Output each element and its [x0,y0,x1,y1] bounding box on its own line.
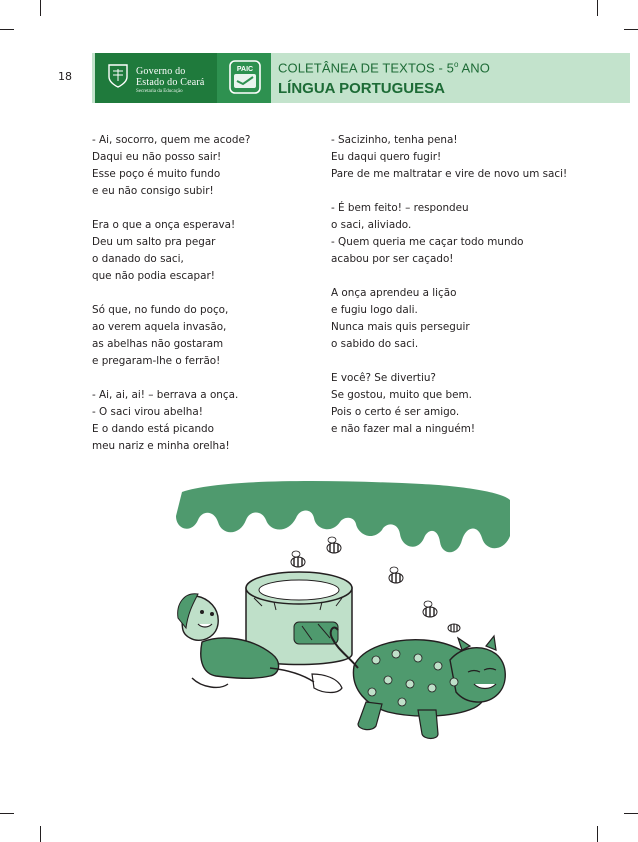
poem-line: o saci, aliviado. [331,219,412,231]
poem-column-left [92,132,250,472]
dripping-honey-shape [176,481,510,552]
poem-stanza [331,200,567,268]
poem-line: Esse poço é muito fundo [92,168,221,180]
crop-mark [597,826,598,842]
collection-title [278,60,490,75]
crop-mark [40,826,41,842]
poem-line: meu nariz e minha orelha! [92,440,230,452]
poem-line: - Sacizinho, tenha pena! [331,134,458,146]
poem-line: Eu daqui quero fugir! [331,151,442,163]
poem-stanza [92,302,250,370]
paic-badge-text: PAIC [236,66,254,73]
state-crest-icon [107,63,129,89]
poem-line: Daqui eu não posso sair! [92,151,222,163]
paic-badge-icon [229,60,261,94]
poem-stanza [331,132,567,183]
jaguar-character [331,628,506,739]
logo-text-governo: Governo do [136,66,186,77]
poem-stanza [331,285,567,353]
poem-line: as abelhas não gostaram [92,338,224,350]
crop-mark [624,29,638,30]
page-number: 18 [58,70,72,83]
bee-icon [291,551,305,567]
poem-stanza [92,132,250,200]
poem-line: Se gostou, muito que bem. [331,389,472,401]
poem-line: e fugiu logo dali. [331,304,418,316]
poem-line: Era o que a onça esperava! [92,219,236,231]
bee-icon [423,601,437,617]
collection-title-suffix: ANO [458,60,490,76]
crop-mark [0,813,14,814]
poem-line: ao verem aquela invasão, [92,321,227,333]
bee-icon [327,537,341,553]
poem-line: Deu um salto pra pegar [92,236,216,248]
saci-and-jaguar-illustration [162,478,514,770]
poem-stanza [331,370,567,438]
crop-mark [40,0,41,16]
poem-line: e eu não consigo subir! [92,185,214,197]
poem-line: - Ai, socorro, quem me acode? [92,134,251,146]
logo-text-estado: Estado do Ceará [136,77,205,88]
crop-mark [0,29,14,30]
poem-line: o sabido do saci. [331,338,419,350]
poem-line: A onça aprendeu a lição [331,287,457,299]
poem-line: Pare de me maltratar e vire de novo um saci! [331,168,568,180]
poem-line: - O saci virou abelha! [92,406,203,418]
poem-line: E você? Se divertiu? [331,372,436,384]
collection-title-text: COLETÂNEA DE TEXTOS - 5 [278,60,454,76]
poem-line: que não podia escapar! [92,270,215,282]
poem-line: e não fazer mal a ninguém! [331,423,476,435]
grade-ordinal: o [453,60,459,69]
poem-line: o danado do saci, [92,253,184,265]
poem-line: Nunca mais quis perseguir [331,321,470,333]
poem-column-right [331,132,567,455]
poem-line: E o dando está picando [92,423,214,435]
crop-mark [624,813,638,814]
poem-stanza [92,387,250,455]
bee-icon [448,624,460,632]
logo-text-secretaria: Secretaria da Educação [136,89,183,94]
poem-line: Pois o certo é ser amigo. [331,406,460,418]
poem-line: - Ai, ai, ai! – berrava a onça. [92,389,239,401]
subject-title: LÍNGUA PORTUGUESA [278,80,445,97]
poem-stanza [92,217,250,285]
poem-line: e pregaram-lhe o ferrão! [92,355,221,367]
poem-line: Só que, no fundo do poço, [92,304,229,316]
poem-line: acabou por ser caçado! [331,253,454,265]
bee-icon [389,567,403,583]
crop-mark [597,0,598,16]
poem-line: - Quem queria me caçar todo mundo [331,236,524,248]
poem-line: - É bem feito! – respondeu [331,202,469,214]
